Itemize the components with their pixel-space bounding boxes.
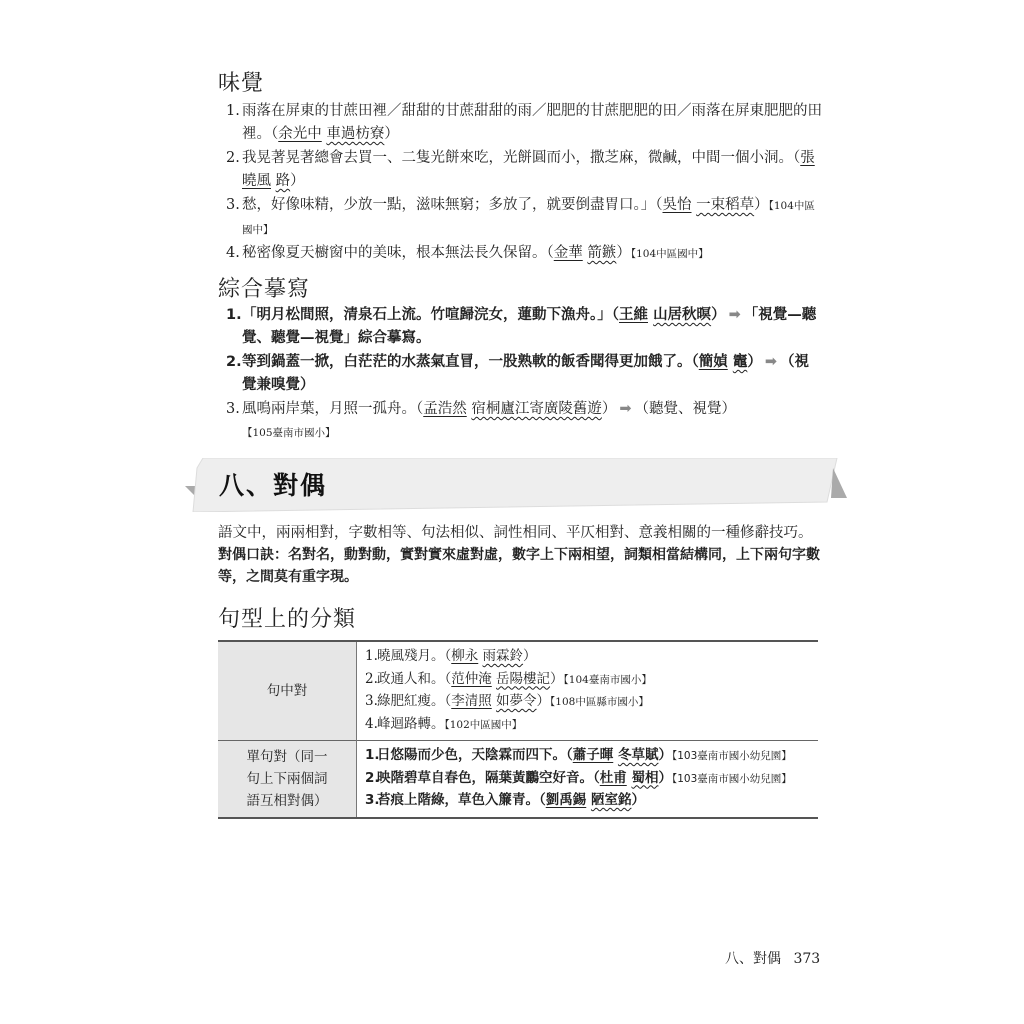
category-cell: 句中對 [218,641,357,741]
arrow-right-icon: ➡ [728,307,741,323]
list-item: 4. 秘密像夏天櫥窗中的美味，根本無法長久保留。（金華 箭鏃）【104中區國中】 [226,245,709,261]
arrow-right-icon: ➡ [619,401,632,417]
list-item: 1.日悠陽而少色，天陰霖而四下。（蕭子暉 冬草賦）【103臺南市國小幼兒園】 [365,747,792,763]
examples-cell [357,641,819,741]
arrow-right-icon: ➡ [764,354,777,370]
list-item: 2. 我晃著晃著總會去買一、二隻光餅來吃，光餅圓而小，撒芝麻，微鹹，中間一個小洞。（張曉風 路） [226,150,815,189]
comprehensive-list [226,304,822,445]
list-item: 1. 雨落在屏東的甘蔗田裡／甜甜的甘蔗甜甜的雨／肥肥的甘蔗肥肥的田／雨落在屏東肥肥的田裡。（余光中 車過枋寮） [226,103,822,142]
list-item: 3.苔痕上階綠，草色入簾青。（劉禹錫 陋室銘） [365,792,645,808]
examples-cell [357,741,819,818]
category-cell: 單句對（同一句上下兩個詞語互相對偶） [218,741,357,818]
heading-comprehensive: 綜合摹寫 [218,277,311,302]
list-item: 3.綠肥紅瘦。（李清照 如夢令）【108中區縣市國小】 [365,693,649,709]
heading-taste: 味覺 [218,71,265,96]
list-item: 2.映階碧草自春色，隔葉黃鸝空好音。（杜甫 蜀相）【103臺南市國小幼兒園】 [365,769,792,786]
chapter-title: 八、對偶 [219,471,328,500]
list-item: 3. 愁，好像味精，少放一點，滋味無窮；多放了，就要倒盡胃口。」（吳怡 一束稻草）【104中區國中】 [226,197,815,236]
taste-list [226,100,822,266]
list-item: 3. 風鳴兩岸葉，月照一孤舟。（孟浩然 宿桐廬江寄廣陵舊遊） ➡ （聽覺、視覺） 【105臺南市國小】 [226,398,822,445]
intro-paragraph: 語文中，兩兩相對，字數相等、句法相似、詞性相同、平仄相對、意義相關的一種修辭技巧。對偶口訣：名對名，動對動，實對實來虛對虛，數字上下兩相望，詞類相當結構同，上下兩句字數等，之間莫有重字現。 [218,525,820,585]
table-row [218,641,818,741]
list-item: 4.峰迴路轉。【102中區國中】 [365,715,523,732]
footer-chapter: 八、對偶 [725,951,781,967]
page-number: 373 [793,951,821,967]
table-row [218,741,818,818]
list-item: 2.政通人和。（范仲淹 岳陽樓記）【104臺南市國小】 [365,670,652,687]
list-item: 2.等到鍋蓋一掀，白茫茫的水蒸氣直冒，一股熟軟的飯香聞得更加餓了。（簡媜 竈） ➡ （視覺兼嗅覺） [226,351,822,398]
chapter-banner [185,458,847,512]
pattern-table [218,640,818,819]
page-footer [725,948,820,968]
list-item: 1.「明月松間照，清泉石上流。竹喧歸浣女，蓮動下漁舟。」（王維 山居秋暝） ➡ 「視覺—聽覺、聽覺—視覺」綜合摹寫。 [226,304,822,351]
list-item: 1.曉風殘月。（柳永 雨霖鈴） [365,648,537,664]
heading-structure: 句型上的分類 [218,607,357,632]
